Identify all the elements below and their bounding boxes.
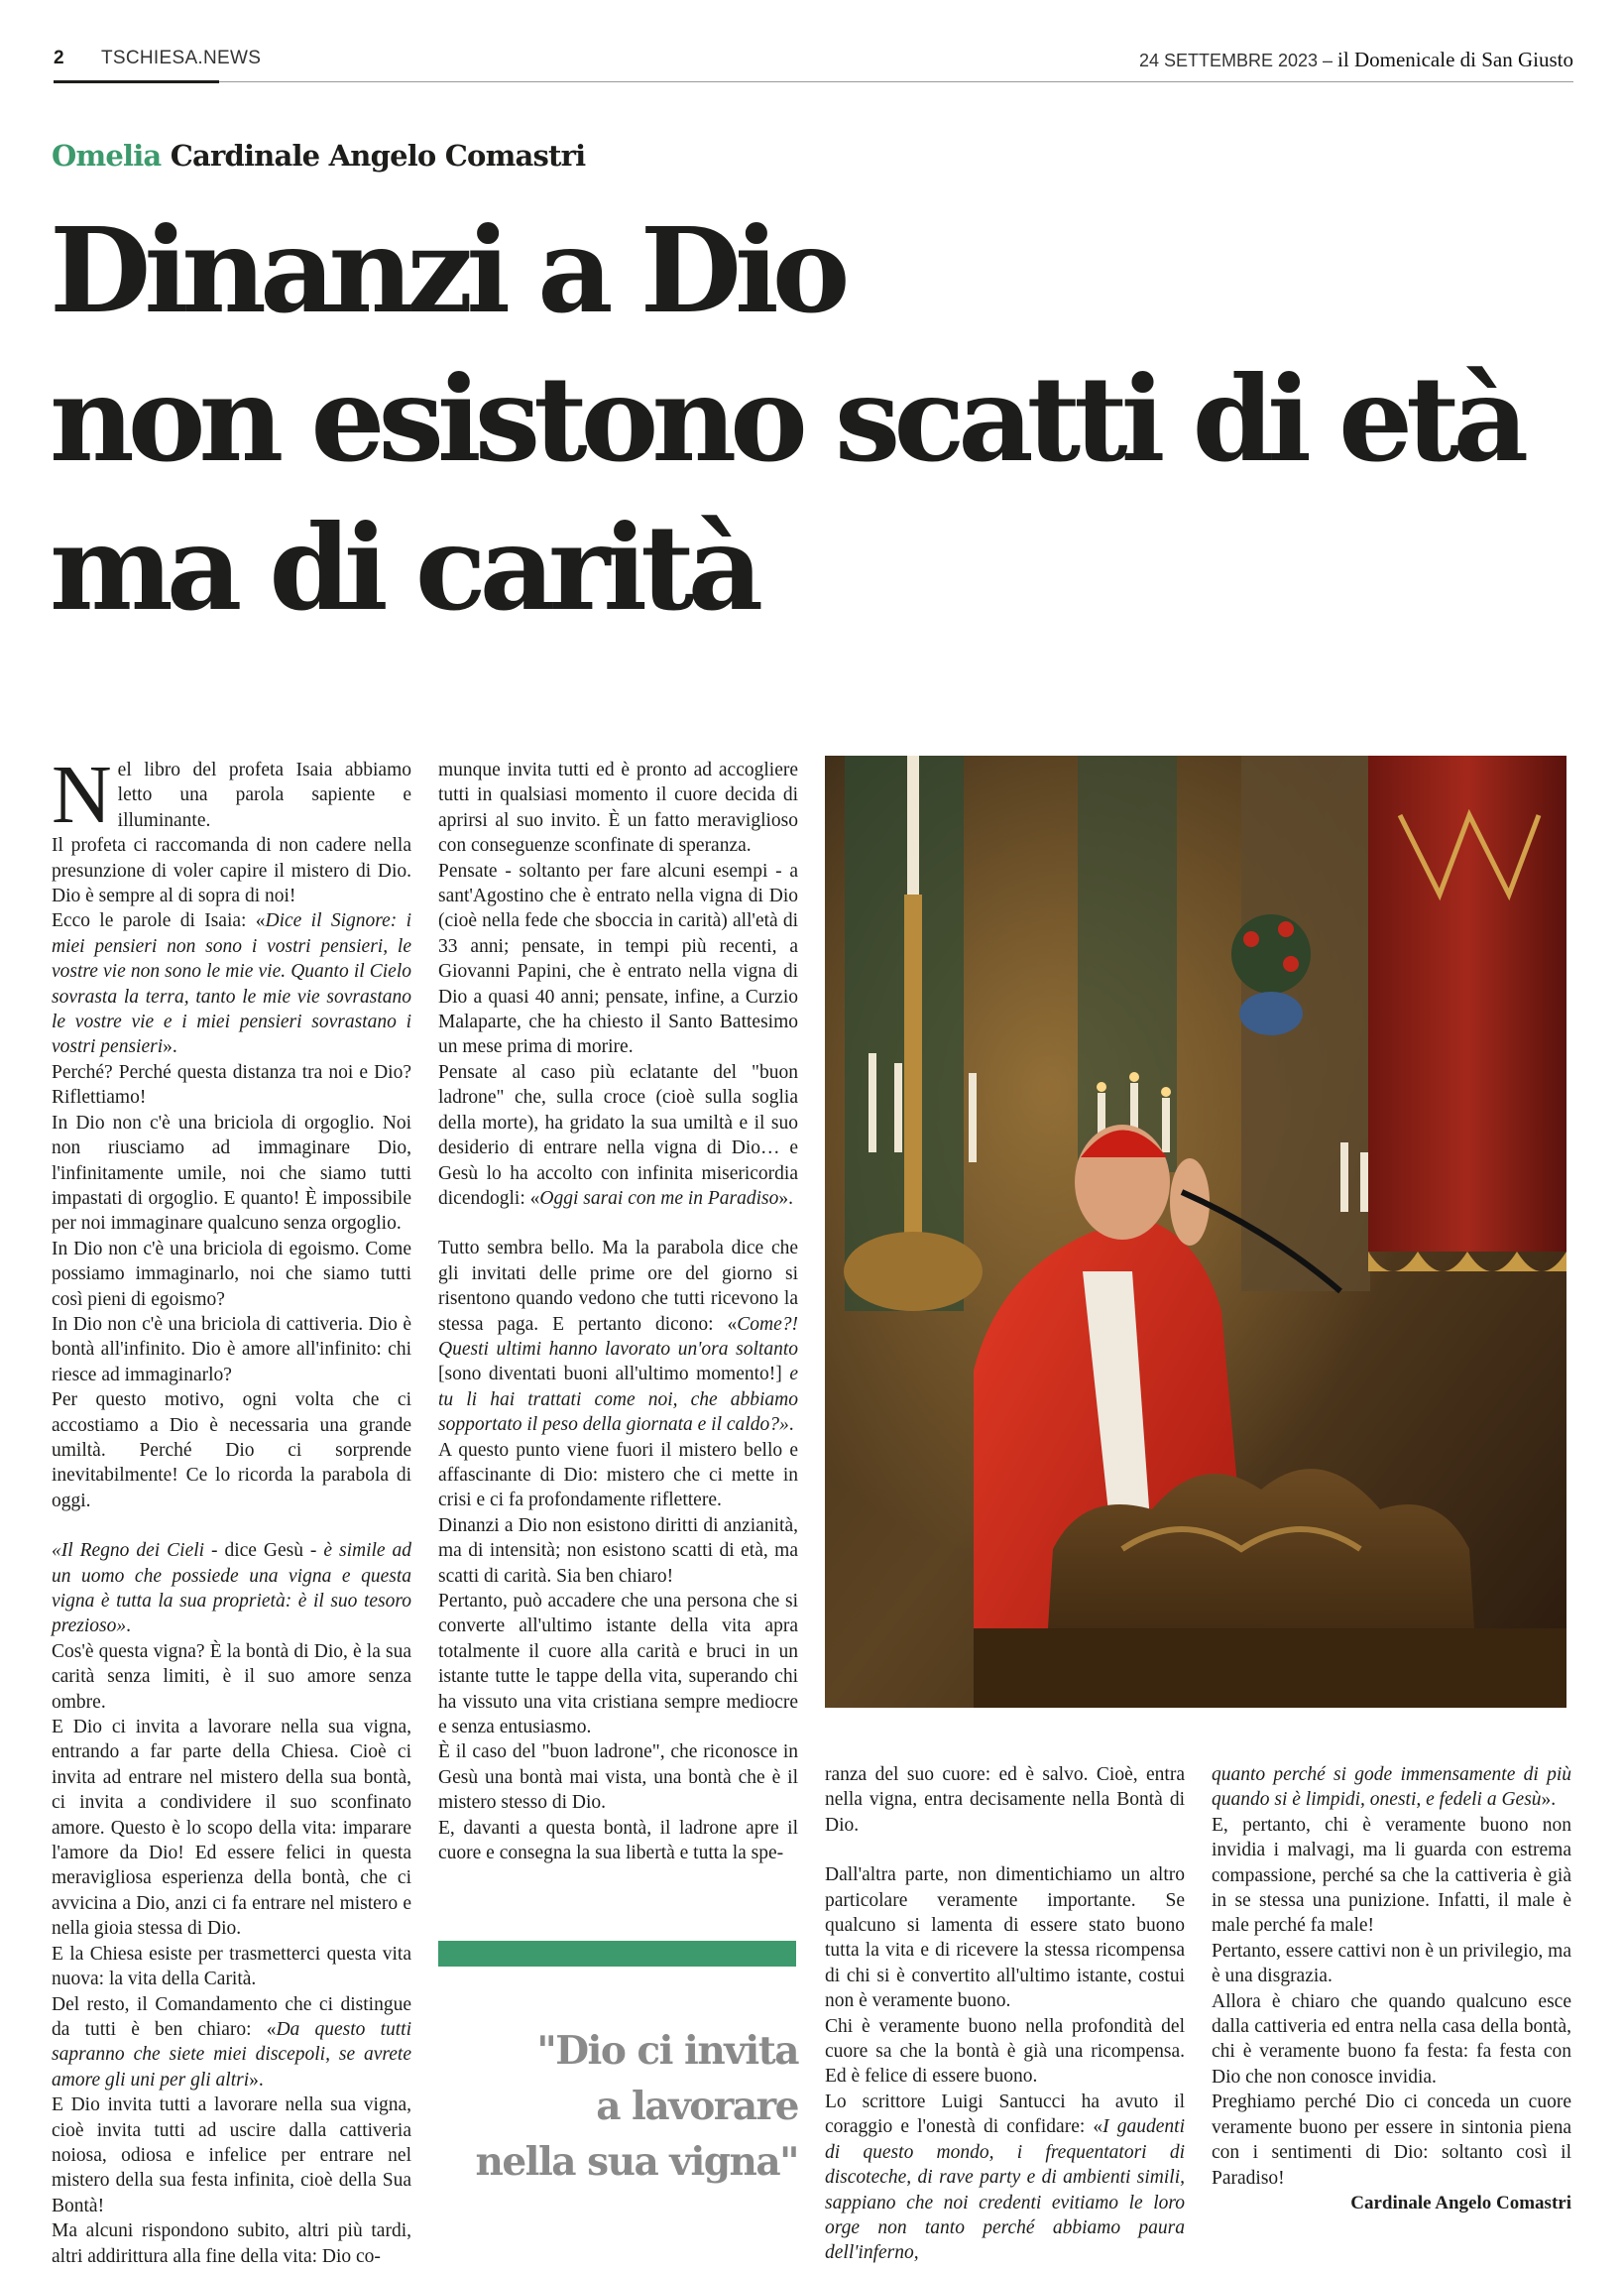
quoted-text: «Il Regno dei Cieli — [52, 1540, 205, 1562]
paragraph-text: ». — [163, 1036, 177, 1058]
paragraph: Cos'è questa vigna? È la bontà di Dio, è la sua carità senza limiti, è il suo amore senza ombre. — [52, 1640, 411, 1713]
paragraph-text: Tutto sembra bello. Ma la parabola dice che gli invitati delle prime ore del giorno si risentono quando vedono che tutti ricevono la stessa paga. E pertanto dicono: « — [438, 1238, 798, 1335]
paragraph: In Dio non c'è una briciola di orgoglio. Noi non riusciamo ad immaginare Dio, l'infinitamente umile, noi che siamo tutti impastati di orgoglio. E quanto! È impossibile per noi immaginare qualcuno senza orgoglio. — [52, 1112, 411, 1235]
paragraph: Dinanzi a Dio non esistono diritti di anzianità, ma di intensità; non esistono scatti di età, ma scatti di carità. Sia ben chiaro! — [438, 1514, 798, 1587]
paragraph: Dall'altra parte, non dimentichiamo un altro particolare veramente importante. Se qualcuno si lamenta di essere stato buono tutta la vita e di ricevere la stessa ricompensa di chi si è convertito all'ultimo istante, costui non è veramente buono. — [825, 1864, 1185, 2012]
site-name: TSCHIESA.NEWS — [101, 48, 262, 68]
paragraph: Perché? Perché questa distanza tra noi e Dio? Riflettiamo! — [52, 1061, 411, 1109]
page-header — [54, 46, 1573, 85]
paragraph: munque invita tutti ed è pronto ad accogliere tutti in qualsiasi momento il cuore decida di aprirsi al suo invito. È un fatto meraviglioso con conseguenze sconfinate di speranza. — [438, 760, 798, 857]
kicker — [52, 139, 585, 173]
paragraph: Pensate - soltanto per fare alcuni esempi - a sant'Agostino che è entrato nella vigna di Dio (cioè nella fede che sboccia in carità) all'età di 33 anni; pensate, in tempi più recenti, a Giovanni Papini, che è entrato nella vigna di Dio a quasi 40 anni; pensate, infine, a Curzio Malaparte, che ha chiesto il Santo Battesimo un mese prima di morire. — [438, 860, 798, 1058]
paragraph-text: ». — [249, 2069, 264, 2091]
paragraph: Chi è veramente buono nella profondità del cuore sa che la bontà è già una ricompensa. Ed è felice di essere buono. — [825, 2015, 1185, 2088]
paragraph-text: ». — [1541, 1789, 1557, 1811]
pull-quote-bar — [438, 1941, 796, 1967]
paragraph — [825, 2090, 1185, 2266]
headline-line-1: Dinanzi a Dio — [50, 201, 844, 339]
pull-quote-line-1: "Dio ci invita — [536, 2028, 798, 2074]
paragraph: E Dio ci invita a lavorare nella sua vigna, entrando a far parte della Chiesa. Cioè ci invita ad entrare nel mistero della sua bontà, ci invita a condividere il suo sconfinato amore. Questo è lo scopo della vita: imparare l'amore da Dio! Ed essere felici in questa meravigliosa esperienza della bontà, che ci avvicina a Dio, anzi ci fa entrare nel mistero e nella gioia stessa di Dio. — [52, 1717, 411, 1940]
paragraph: In Dio non c'è una briciola di egoismo. Come possiamo immaginarlo, noi che siamo tutti così pieni di egoismo? — [52, 1238, 411, 1310]
cardinal-preaching-photo — [825, 756, 1566, 1708]
paragraph: Preghiamo perché Dio ci conceda un cuore veramente buono per essere in sintonia piena con i sentimenti di Dio: soltanto così il Paradiso! — [1212, 2092, 1571, 2189]
article-column-4 — [1212, 1762, 1571, 2191]
paragraph: Pertanto, essere cattivi non è un privilegio, ma è una disgrazia. — [1212, 1940, 1571, 1987]
headline-line-2: non esistono scatti di età — [50, 350, 1523, 488]
paragraph — [52, 908, 411, 1059]
paragraph: A questo punto viene fuori il mistero bello e affascinante di Dio: mistero che ci mette in crisi e ci fa profondamente riflettere. — [438, 1439, 798, 1511]
page-number: 2 — [54, 48, 64, 68]
photo-illustration — [825, 756, 1566, 1708]
paragraph-text: . — [126, 1615, 131, 1637]
quoted-text: Come?! Questi ultimi hanno lavorato un'ora soltanto — [438, 1313, 798, 1360]
quoted-text: Da questo tutti sapranno che siete miei discepoli, se avrete amore gli uni per gli altri — [52, 2018, 411, 2091]
paragraph: Per questo motivo, ogni volta che ci accostiamo a Dio è necessaria una grande umiltà. Perché Dio ci sorprende inevitabilmente! Ce lo ricorda la parabola di oggi. — [52, 1389, 411, 1511]
quoted-text: è simile ad un uomo che possiede una vigna e questa vigna è tutta la sua proprietà: è il suo tesoro prezioso» — [52, 1540, 412, 1637]
paragraph: E, pertanto, chi è veramente buono non invidia i malvagi, ma li guarda con estrema compassione, perché sa che la cattiveria è già in se stessa una punizione. Infatti, il male è male perché fa male! — [1212, 1814, 1571, 1937]
pull-quote-line-2: a lavorare — [596, 2084, 798, 2129]
paragraph-text: Lo scrittore Luigi Santucci ha avuto il coraggio e l'onestà di confidare: « — [825, 2091, 1185, 2138]
paragraph: Allora è chiaro che quando qualcuno esce dalla cattiveria ed entra nella casa della bontà, chi è veramente buono fa festa: fa festa con Dio che non conosce invidia. — [1212, 1990, 1571, 2088]
pull-quote — [438, 2023, 798, 2190]
paragraph-text: ». — [778, 1187, 794, 1209]
quoted-text: quanto perché si gode immensamente di più quando si è limpidi, onesti, e fedeli a Gesù — [1212, 1764, 1571, 1811]
paragraph: Il profeta ci raccomanda di non cadere nella presunzione di voler capire il mistero di Dio. Dio è sempre al di sopra di noi! — [52, 835, 411, 907]
paragraph-text: Ecco le parole di Isaia: « — [52, 910, 266, 932]
headline-line-3: ma di carità — [50, 499, 757, 637]
paragraph — [52, 1992, 411, 2093]
quoted-text: e tu li hai trattati come noi, che abbiamo sopportato il peso della giornata e il caldo?» — [438, 1364, 798, 1436]
paragraph — [52, 749, 411, 841]
article-column-2 — [438, 758, 798, 1865]
author-signature: Cardinale Angelo Comastri — [1350, 2193, 1571, 2213]
article-headline — [50, 196, 1596, 643]
paragraph: In Dio non c'è una briciola di cattiveria. Dio è bontà all'infinito. Dio è amore all'infinito: chi riesce ad immaginarlo? — [52, 1313, 411, 1385]
header-rule-accent — [54, 80, 219, 83]
paragraph-text: Del resto, il Comandamento che ci distingue da tutti è ben chiaro: « — [52, 1993, 411, 2040]
quoted-text: Dice il Signore: i miei pensieri non sono i vostri pensieri, le vostre vie non sono le mie vie. Quanto il Cielo sovrasta la terra, tanto le mie vie sovrastano le vostre vie e i miei pensieri sovrastano i vostri pensieri — [52, 910, 411, 1058]
paragraph — [1212, 1762, 1571, 1813]
paragraph: E, davanti a questa bontà, il ladrone apre il cuore e consegna la sua libertà e tutta la spe- — [438, 1817, 798, 1864]
paragraph: Pertanto, può accadere che una persona che si converte all'ultimo istante della vita apra totalmente il cuore alla carità e bruci in un istante tutte le tappe della vita, superando chi ha vissuto una vita cristiana sempre mediocre e senza entusiasmo. — [438, 1591, 798, 1738]
paragraph-text: [sono diventati buoni all'ultimo momento!] — [438, 1364, 790, 1385]
kicker-author: Cardinale Angelo Comastri — [170, 139, 586, 173]
rubric-label: Omelia — [52, 139, 162, 173]
header-rule — [54, 81, 1573, 82]
paragraph-text: . — [788, 1414, 794, 1436]
paragraph — [438, 1236, 798, 1437]
paragraph: E Dio invita tutti a lavorare nella sua vigna, cioè invita tutti ad uscire dalla cattiveria noiosa, odiosa e infelice per entrare nel mistero della sua festa infinita, cioè della Sua Bontà! — [52, 2094, 411, 2216]
paragraph — [438, 1060, 798, 1211]
dateline — [1139, 48, 1573, 72]
paragraph-text: el libro del profeta Isaia abbiamo letto una parola sapiente e illuminante. — [117, 760, 411, 831]
paragraph: È il caso del "buon ladrone", che riconosce in Gesù una bontà mai vista, una bontà che è il mistero stesso di Dio. — [438, 1741, 798, 1814]
paragraph: ranza del suo cuore: ed è salvo. Cioè, entra nella vigna, entra decisamente nella Bontà di Dio. — [825, 1764, 1185, 1836]
paragraph: Ma alcuni rispondono subito, altri più tardi, altri addirittura alla fine della vita: Dio co- — [52, 2220, 411, 2267]
paragraph — [52, 1538, 411, 1639]
quoted-text: I gaudenti di questo mondo, i frequentatori di discoteche, di rave party e di ambienti simili, sappiano che noi credenti evitiamo le loro orge non tanto perché abbiamo paura dell'inferno, — [825, 2116, 1185, 2264]
article-column-3 — [825, 1762, 1185, 2266]
issue-date: 24 SETTEMBRE 2023 – — [1138, 51, 1338, 70]
article-column-1 — [52, 749, 412, 2269]
quoted-text: Oggi sarai con me in Paradiso — [539, 1187, 779, 1209]
drop-cap: N — [52, 749, 112, 841]
paragraph-text: - dice Gesù - — [204, 1540, 324, 1562]
publication-name: il Domenicale di San Giusto — [1337, 48, 1573, 71]
pull-quote-line-3: nella sua vigna" — [475, 2139, 798, 2185]
paragraph: E la Chiesa esiste per trasmetterci questa vita nuova: la vita della Carità. — [52, 1943, 411, 1990]
paragraph-text: Pensate al caso più eclatante del "buon ladrone" che, sulla croce (cioè sulla soglia della morte), ha gridato la sua umiltà e il suo desiderio di entrare nella vigna di Dio… e Gesù lo ha accolto con infinita misericordia dicendogli: « — [438, 1061, 798, 1209]
